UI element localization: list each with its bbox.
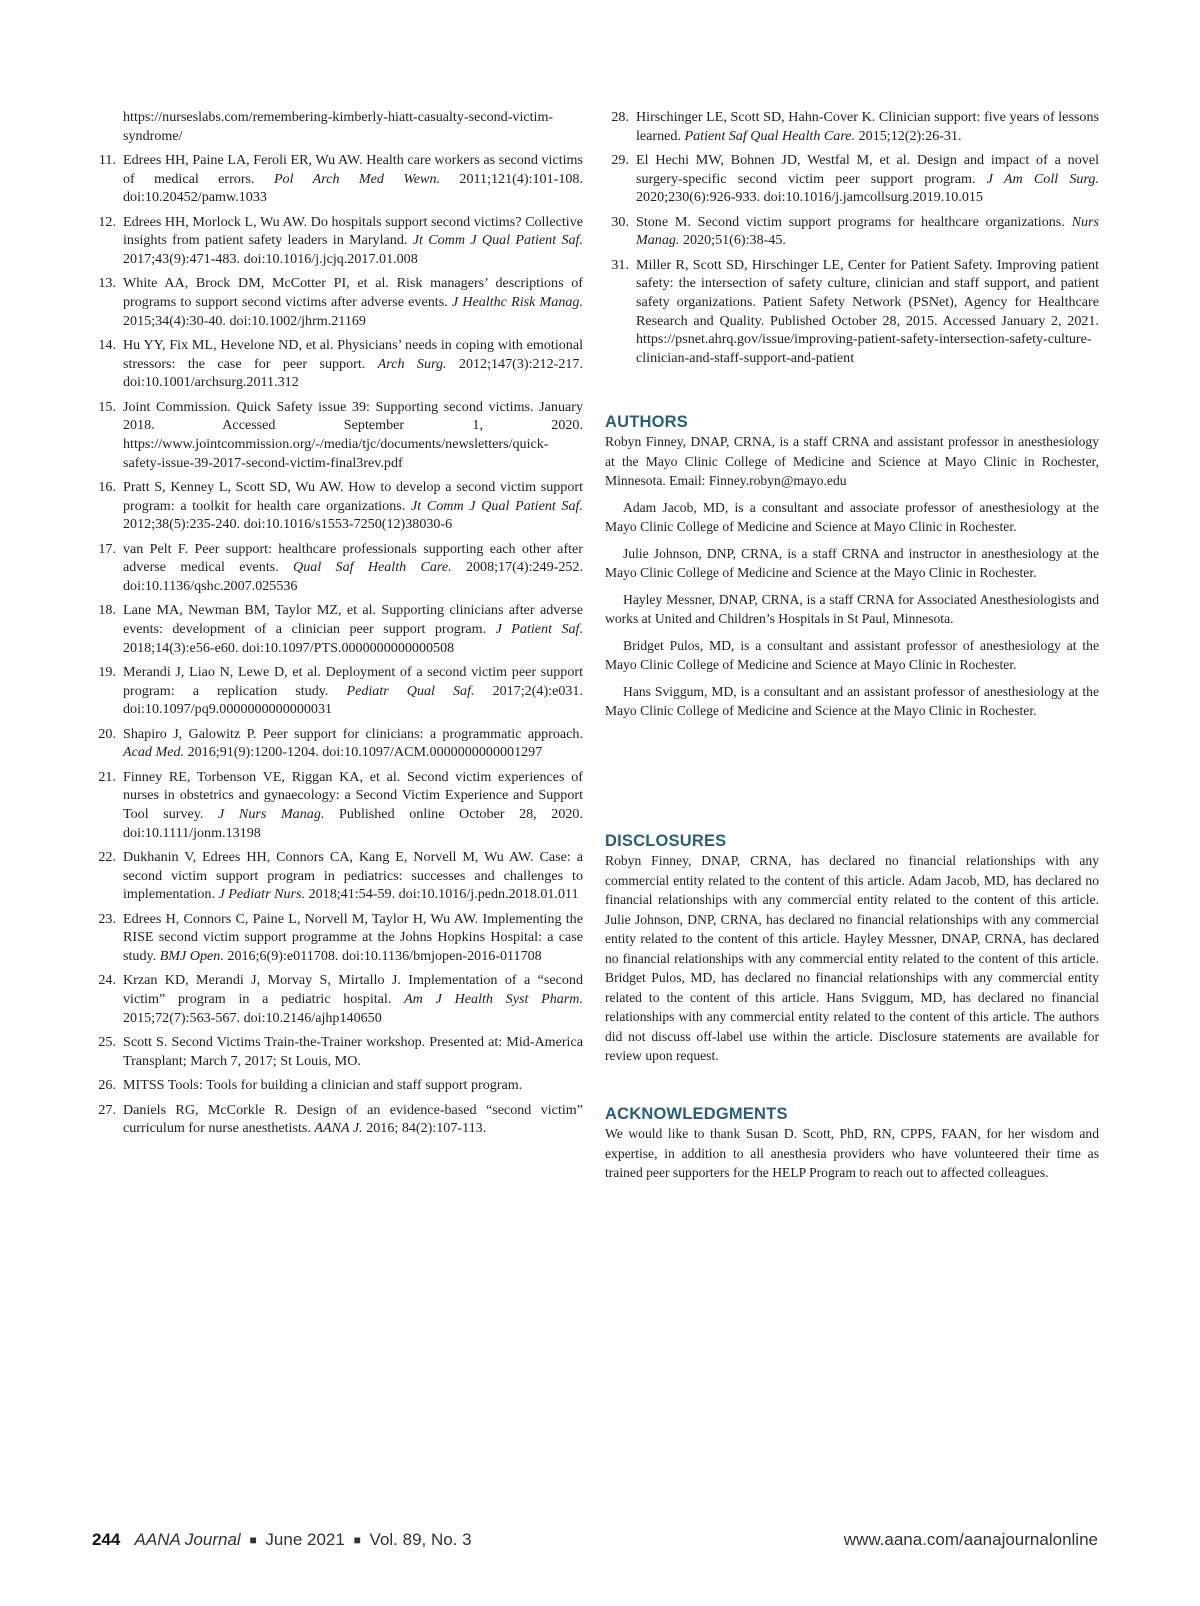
reference-text [123,398,583,472]
reference-fragment: Pratt S, Kenney L, Scott SD, Wu AW. How to develop a second victim support program: a toolkit for health care organizations. [123,479,583,514]
reference-item [92,768,583,842]
authors-heading: AUTHORS [605,413,688,431]
reference-fragment: 2011;121(4):101-108. doi:10.20452/pamw.1033 [123,170,583,206]
reference-number: 20. [98,725,116,742]
reference-fragment: 2018;14(3):e56-e60. doi:10.1097/PTS.0000000000000508 [123,639,455,656]
reference-list [92,108,583,1138]
reference-item [92,725,583,762]
reference-number: 12. [98,213,116,230]
reference-text [123,108,583,145]
disclosures-text: Robyn Finney, DNAP, CRNA, has declared no financial relationships with any commercial entity related to the content of this article. Adam Jacob, MD, has declared no financial relationships with any commercial entity related to the content of this article. Julie Johnson, DNP, CRNA, has declared no financial relationships with any commercial entity related to the content of this article. Hayley Messner, DNAP, CRNA, has declared no financial relationships with any commercial entity related to the content of this article. Bridget Pulos, MD, has declared no financial relationships with any commercial entity related to the content of this article. Hans Sviggum, MD, has declared no financial relationships with any commercial entity related to the content of this article. The authors did not discuss off-label use within the article. Disclosure statements are available for review upon request. [605,853,1099,1063]
volume-info: Vol. 89, No. 3 [369,1530,472,1549]
reference-number: 14. [98,337,116,354]
reference-text [123,151,583,207]
reference-item [92,151,583,207]
reference-number: 15. [98,398,116,415]
reference-text [123,848,583,904]
journal-title: AANA J. [314,1120,363,1137]
reference-fragment: Merandi J, Liao N, Lewe D, et al. Deployment of a second victim peer support program: a replication study. [123,664,583,699]
separator-icon: ■ [353,1533,361,1547]
reference-fragment: Edrees HH, Morlock L, Wu AW. Do hospitals support second victims? Collective insights from patient safety leaders in Maryland. [123,213,583,249]
page-footer [92,1530,1098,1552]
reference-fragment: Stone M. Second victim support programs for healthcare organizations. [636,213,1072,230]
reference-text [123,1033,583,1070]
author-bio: Hans Sviggum, MD, is a consultant and an assistant professor of anesthesiology at the Mayo Clinic College of Medicine and Science at the Mayo Clinic in Rochester. [605,683,1099,718]
journal-title: J Am Coll Surg. [986,170,1100,187]
reference-number: 11. [98,152,116,169]
journal-title: Jt Comm J Qual Patient Saf. [412,232,583,249]
reference-fragment: Dukhanin V, Edrees HH, Connors CA, Kang E, Norvell M, Wu AW. Case: a second victim support program in pediatrics: successes and challenges to implementation. [123,849,583,903]
reference-fragment: Miller R, Scott SD, Hirschinger LE, Center for Patient Safety. Improving patient safety: the intersection of safety culture, clinician and staff support, and patient safety organizations. Patient Safety Network (PSNet), Agency for Healthcare Research and Quality. Published October 28, 2015. Accessed January 2, 2021. https://psnet.ahrq.gov/issue/improving-patient-safety-intersection-safety-culture-clinician-and-staff-support-and-patient [636,256,1099,366]
author-bio: Robyn Finney, DNAP, CRNA, is a staff CRNA and assistant professor in anesthesiology at the Mayo Clinic College of Medicine and Science at Mayo Clinic in Rochester, Minnesota. Email: Finney.robyn@mayo.edu [605,434,1099,488]
reference-fragment: 2016;6(9):e011708. doi:10.1136/bmjopen-2016-011708 [223,947,542,964]
reference-item [92,540,583,596]
reference-fragment: Hirschinger LE, Scott SD, Hahn-Cover K. Clinician support: five years of lessons learned. [636,109,1099,144]
reference-list [605,108,1099,367]
reference-text [636,151,1099,207]
reference-fragment: MITSS Tools: Tools for building a clinician and staff support program. [123,1077,523,1094]
acknowledgments-text: We would like to thank Susan D. Scott, PhD, RN, CPPS, FAAN, for her wisdom and expertise, in addition to all anesthesia providers who have volunteered their time as trained peer supporters for the HELP Program to reach out to affected colleagues. [605,1126,1099,1180]
reference-text [123,725,583,762]
references-left-column [92,108,583,1144]
reference-fragment: Joint Commission. Quick Safety issue 39: Supporting second victims. January 2018. Accessed September 1, 2020. https://www.jointcommission.org/-/media/tjc/documents/newsletters/quick-safety-issue-39-2017-second-victim-final3rev.pdf [123,398,583,471]
reference-fragment: 2017;2(4):e031. doi:10.1097/pq9.0000000000000031 [123,682,583,718]
reference-number: 16. [98,479,116,496]
reference-number: 22. [98,849,116,866]
reference-fragment: Lane MA, Newman BM, Taylor MZ, et al. Supporting clinicians after adverse events: development of a clinician peer support program. [123,602,583,637]
reference-text [123,213,583,269]
footer-citation [92,1530,472,1550]
reference-fragment: Daniels RG, McCorkle R. Design of an evidence-based “second victim” curriculum for nurse anesthetists. [123,1101,583,1137]
reference-fragment: Hu YY, Fix ML, Hevelone ND, et al. Physicians’ needs in coping with emotional stressors: the case for peer support. [123,337,583,372]
author-bio: Adam Jacob, MD, is a consultant and associate professor of anesthesiology at the Mayo Clinic College of Medicine and Science at Mayo Clinic in Rochester. [605,499,1099,534]
reference-fragment: https://nurseslabs.com/remembering-kimberly-hiatt-casualty-second-victim-syndrome/ [123,109,554,144]
reference-number: 25. [98,1034,116,1051]
journal-title: J Nurs Manag. [218,805,325,822]
reference-number: 17. [98,540,116,557]
reference-fragment: Published online October 28, 2020. doi:10.1111/jonm.13198 [123,805,584,841]
reference-text [123,663,583,719]
reference-item [92,663,583,719]
reference-number: 28. [611,109,629,125]
journal-title: Pediatr Qual Saf. [346,682,475,699]
reference-fragment: 2018;41:54-59. doi:10.1016/j.pedn.2018.01.011 [305,886,579,903]
reference-number: 31. [611,256,629,273]
journal-title: Arch Surg. [377,355,447,372]
reference-fragment: 2016;91(9):1200-1204. doi:10.1097/ACM.0000000000001297 [184,744,543,761]
reference-fragment: 2015;72(7):563-567. doi:10.2146/ajhp140650 [123,1009,382,1026]
reference-text [636,108,1099,145]
author-bio: Julie Johnson, DNP, CRNA, is a staff CRNA and instructor in anesthesiology at the Mayo Clinic College of Medicine and Science at the Mayo Clinic in Rochester. [605,545,1099,580]
reference-number: 29. [611,152,629,169]
page-number: 244 [92,1530,121,1549]
author-bio: Hayley Messner, DNAP, CRNA, is a staff CRNA for Associated Anesthesiologists and works at United and Children’s Hospitals in St Paul, Minnesota. [605,591,1099,626]
journal-title: Patient Saf Qual Health Care. [684,127,856,144]
reference-fragment: White AA, Brock DM, McCotter PI, et al. Risk managers’ descriptions of programs to support second victims after adverse events. [123,275,583,311]
reference-item [92,1033,583,1070]
reference-item [605,256,1099,368]
reference-fragment: Edrees HH, Paine LA, Feroli ER, Wu AW. Health care workers as second victims of medical errors. [123,152,583,187]
reference-fragment: 2020;230(6):926-933. doi:10.1016/j.jamcollsurg.2019.10.015 [636,189,983,206]
journal-title: J Pediatr Nurs. [218,886,306,903]
journal-title: J Healthc Risk Manag. [451,294,583,311]
reference-fragment: 2017;43(9):471-483. doi:10.1016/j.jcjq.2017.01.008 [123,250,418,267]
journal-title: Pol Arch Med Wewn. [273,170,441,187]
author-bio: Bridget Pulos, MD, is a consultant and assistant professor of anesthesiology at the Mayo Clinic College of Medicine and Science at Mayo Clinic in Rochester. [605,637,1099,672]
reference-number: 21. [98,768,116,785]
separator-icon: ■ [249,1533,257,1547]
reference-text [123,971,583,1027]
reference-number: 30. [611,213,629,230]
reference-item [605,108,1099,145]
reference-fragment: Finney RE, Torbenson VE, Riggan KA, et al. Second victim experiences of nurses in obstetrics and gynaecology: a Second Victim Experience and Support Tool survey. [123,768,583,822]
reference-fragment: 2015;34(4):30-40. doi:10.1002/jhrm.21169 [123,312,366,329]
reference-item [92,1101,583,1138]
reference-item [92,848,583,904]
reference-number: 13. [98,275,116,292]
reference-item [92,108,583,145]
reference-number: 18. [98,602,116,619]
reference-item [92,274,583,330]
reference-fragment: 2020;51(6):38-45. [679,232,786,249]
reference-item [92,1076,583,1095]
journal-title: Am J Health Syst Pharm. [404,991,583,1007]
reference-item [605,151,1099,207]
references-right-column [605,108,1099,373]
journal-title: Qual Saf Health Care. [293,559,452,576]
reference-item [92,398,583,472]
acknowledgments-heading: ACKNOWLEDGMENTS [605,1105,788,1123]
reference-item [92,971,583,1027]
issue-date: June 2021 [265,1530,345,1549]
reference-text [123,274,583,330]
acknowledgments-section [605,1105,1099,1183]
reference-item [92,910,583,966]
reference-number: 19. [98,664,116,681]
reference-text [123,910,583,966]
reference-fragment: 2012;147(3):212-217. doi:10.1001/archsurg.2011.312 [123,355,583,391]
reference-text [123,1101,583,1138]
reference-fragment: van Pelt F. Peer support: healthcare professionals supporting each other after adverse medical events. [123,540,583,576]
reference-number: 27. [98,1101,116,1118]
reference-item [92,601,583,657]
reference-fragment: 2008;17(4):249-252. doi:10.1136/qshc.2007.025536 [123,559,583,594]
reference-text [636,256,1099,368]
reference-number: 24. [98,972,116,989]
reference-item [92,336,583,392]
reference-text [123,540,583,596]
journal-url[interactable]: www.aana.com/aanajournalonline [843,1530,1098,1549]
reference-item [92,478,583,534]
reference-number: 26. [98,1077,116,1094]
reference-fragment: Shapiro J, Galowitz P. Peer support for clinicians: a programmatic approach. [123,725,583,742]
reference-text [123,1076,583,1095]
reference-fragment: 2016; 84(2):107-113. [362,1120,487,1137]
reference-text [636,213,1099,250]
reference-text [123,601,583,657]
reference-fragment: 2012;38(5):235-240. doi:10.1016/s1553-7250(12)38030-6 [123,516,453,533]
reference-item [605,213,1099,250]
reference-text [123,478,583,534]
reference-fragment: El Hechi MW, Bohnen JD, Westfal M, et al. Design and impact of a novel surgery-specific second victim peer support program. [636,152,1099,187]
reference-item [92,213,583,269]
journal-title: BMJ Open. [159,947,224,964]
journal-title: Jt Comm J Qual Patient Saf. [410,497,583,514]
reference-fragment: Krzan KD, Merandi J, Morvay S, Mirtallo J. Implementation of a “second victim” program in a pediatric hospital. [123,972,583,1007]
journal-name: AANA Journal [134,1530,241,1549]
reference-text [123,336,583,392]
reference-number: 23. [98,910,116,927]
reference-fragment: 2015;12(2):26-31. [855,127,962,144]
disclosures-heading: DISCLOSURES [605,832,727,850]
reference-fragment: Edrees H, Connors C, Paine L, Norvell M, Taylor H, Wu AW. Implementing the RISE second victim support programme at the Johns Hopkins Hospital: a case study. [123,910,583,964]
authors-section [605,413,1099,721]
reference-text [123,768,583,842]
disclosures-section [605,832,1099,1066]
journal-title: J Patient Saf. [495,620,583,637]
journal-title: Acad Med. [123,744,185,761]
journal-title: Nurs Manag. [636,213,1099,249]
reference-fragment: Scott S. Second Victims Train-the-Trainer workshop. Presented at: Mid-America Transplant; March 7, 2017; St Louis, MO. [123,1034,583,1069]
